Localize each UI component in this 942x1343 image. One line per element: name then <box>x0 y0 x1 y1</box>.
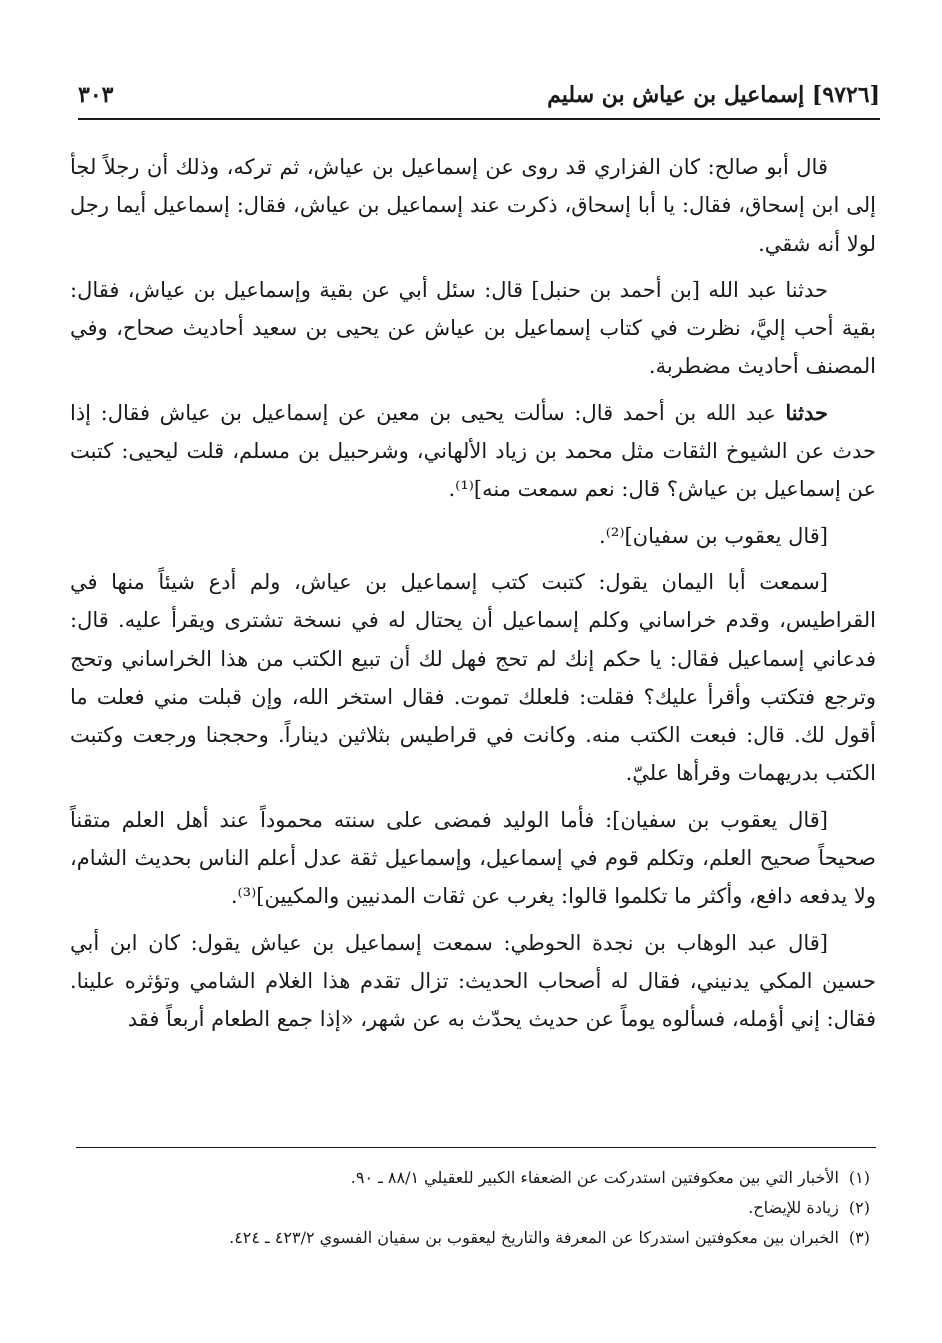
footnote-mark: (١) <box>848 1168 870 1187</box>
footnote <box>70 1163 870 1193</box>
footnote <box>70 1193 870 1223</box>
main-text <box>70 148 876 1047</box>
paragraph: [قال يعقوب بن سفيان]⁽²⁾. <box>599 523 828 548</box>
paragraph: [قال عبد الوهاب بن نجدة الحوطي: سمعت إسماعيل بن عياش يقول: كان ابن أبي حسين المكي يدنيني، فقال له أصحاب الحديث: تزال تقدم هذا الغلام الشامي وتؤثره علينا. فقال: إني أؤمله، فسألوه يوماً عن حديث يحدّث به عن شهر، «إذا جمع الطعام أربعاً فقد <box>70 930 876 1032</box>
footnote-mark: (٣) <box>848 1228 870 1247</box>
footnote-mark: (٢) <box>848 1198 870 1217</box>
paragraph-text: عبد الله بن أحمد قال: سألت يحيى بن معين عن إسماعيل بن عياش فقال: إذا حدث عن الشيوخ الثقات مثل محمد بن زياد الألهاني، وشرحبيل بن مسلم، قلت ليحيى: كتبت عن إسماعيل بن عياش؟ قال: نعم سمعت منه]⁽¹⁾. <box>70 400 876 502</box>
footnote-text: الخبران بين معكوفتين استدركا عن المعرفة والتاريخ ليعقوب بن سفيان الفسوي ٤٢٣/٢ ـ ٤٢٤. <box>229 1228 839 1247</box>
footnotes <box>70 1163 870 1253</box>
paragraph: قال أبو صالح: كان الفزاري قد روى عن إسماعيل بن عياش، ثم تركه، وذلك أن رجلاً لجأ إلى ابن إسحاق، فقال: يا أبا إسحاق، ذكرت عند إسماعيل بن عياش، فقال: إسماعيل أيما رجل لولا أنه شقي. <box>70 155 876 256</box>
paragraph: [سمعت أبا اليمان يقول: كتبت كتب إسماعيل بن عياش، ولم أدع شيئاً منها في القراطيس، وقدم خراساني وكلم إسماعيل أن يحتال له في نسخة تشترى ويقرأ عليه. قال: فدعاني إسماعيل فقال: يا حكم إنك لم تحج فهل لك أن تبيع الكتب من هذا الخراساني وتحج وترجع فتكتب وأقرأ عليك؟ فقلت: فلعلك تموت. فقال استخر الله، وإن قبلت مني فعلت ما أقول لك. قال: فبعت الكتب منه. وكانت في قراطيس بثلاثين ديناراً. وحججنا ورجعت وكتبت الكتب بدريهمات وقرأها عليّ. <box>70 569 876 786</box>
footnote <box>70 1223 870 1253</box>
page-header <box>78 78 880 120</box>
footnote-divider <box>76 1147 876 1148</box>
running-head: [٩٧٢٦] إسماعيل بن عياش بن سليم <box>547 82 880 108</box>
page-number: ٣٠٣ <box>78 82 114 108</box>
paragraph: حدثنا عبد الله [بن أحمد بن حنبل] قال: سئل أبي عن بقية وإسماعيل بن عياش، فقال: بقية أحب إليَّ، نظرت في كتاب إسماعيل بن عياش عن يحيى بن سعيد أحاديث صحاح، وفي المصنف أحاديث مضطربة. <box>70 277 876 379</box>
footnote-text: زيادة للإيضاح. <box>748 1198 839 1217</box>
paragraph: [قال يعقوب بن سفيان]: فأما الوليد فمضى على سنته محموداً عند أهل العلم متقناً صحيحاً صحيح العلم، وتكلم قوم في إسماعيل، وإسماعيل ثقة عدل أعلم الناس بحديث الشام، ولا يدفعه دافع، وأكثر ما تكلموا قالوا: يغرب عن ثقات المدنيين والمكيين]⁽³⁾. <box>70 807 876 909</box>
paragraph <box>70 394 876 509</box>
bold-lead-word: حدثنا <box>785 399 828 425</box>
footnote-text: الأخبار التي بين معكوفتين استدركت عن الضعفاء الكبير للعقيلي ٨٨/١ ـ ٩٠. <box>350 1168 839 1187</box>
